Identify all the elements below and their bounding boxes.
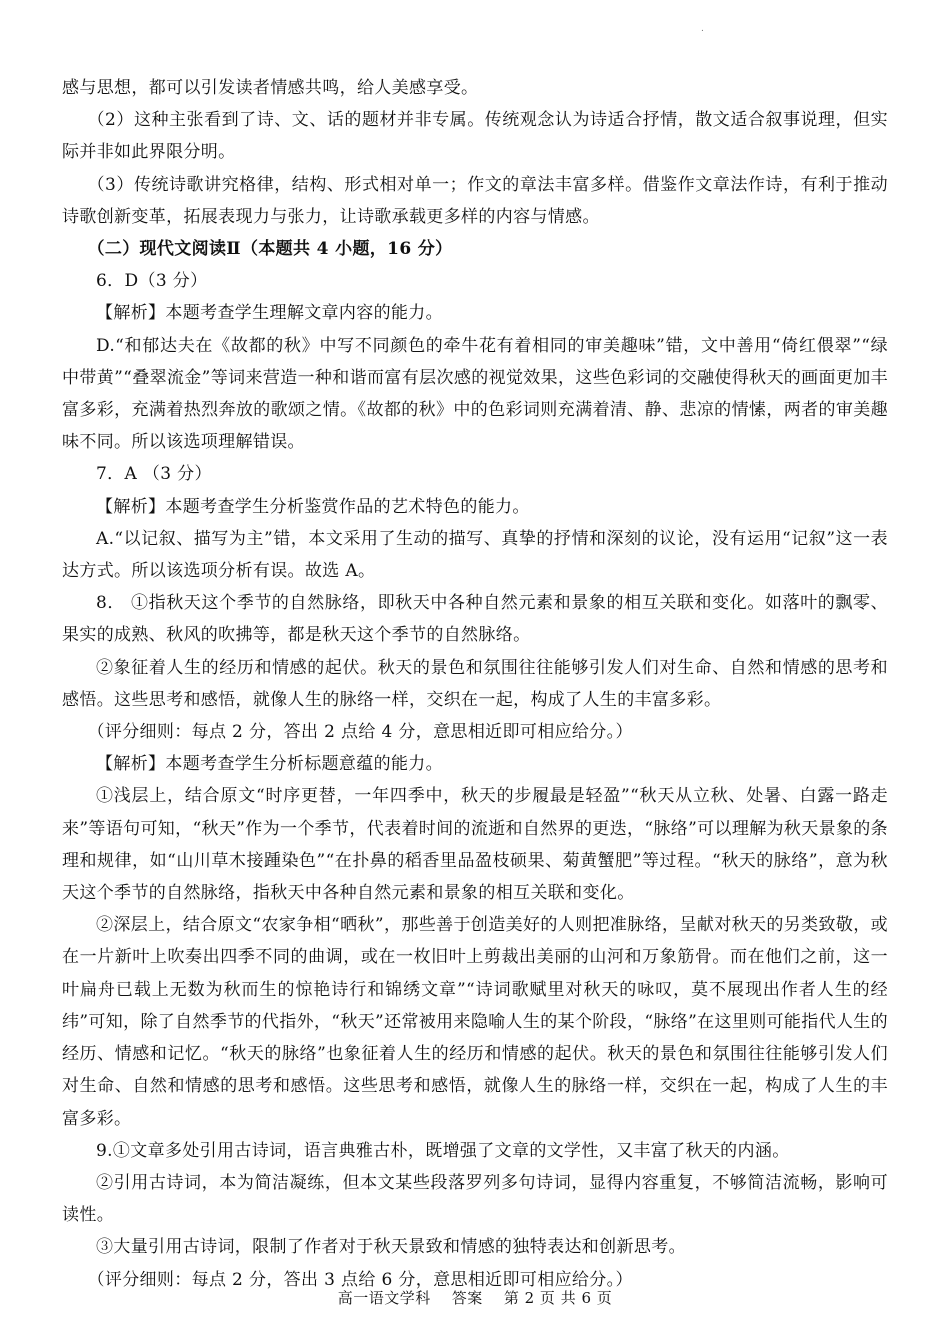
answer-9-point-2: ②引用古诗词，本为简洁凝练，但本文某些段落罗列多句诗词，显得内容重复，不够简洁流畅，影响可读性。 (62, 1172, 888, 1226)
answer-body (62, 72, 888, 1296)
scoring-rule-9: （评分细则：每点 2 分，答出 3 点给 6 分，意思相近即可相应给分。） (87, 1269, 633, 1290)
answer-9-point-3: ③大量引用古诗词，限制了作者对于秋天景致和情感的独特表达和创新思考。 (96, 1237, 686, 1258)
analysis-6-body: D.“和郁达夫在《故都的秋》中写不同颜色的牵牛花有着相同的审美趣味”错，文中善用“倚红偎翠”“绿中带黄”“叠翠流金”等词来营造一种和谐而富有层次感的视觉效果，这些色彩词的交融使得秋天的画面更加丰富多彩，充满着热烈奔放的歌颂之情。《故都的秋》中的色彩词则充满着清、静、悲凉的情愫，两者的审美趣味不同。所以该选项理解错误。 (62, 335, 888, 453)
analysis-8-shallow: ①浅层上，结合原文“时序更替，一年四季中，秋天的步履最是轻盈”“秋天从立秋、处暑、白露一路走来”等语句可知，“秋天”作为一个季节，代表着时间的流逝和自然界的更迭，“脉络”可以理解为秋天景象的条理和规律，如“山川草木接踵染色”“在扑鼻的稻香里品盈枝硕果、菊黄蟹肥”等过程。“秋天的脉络”，意为秋天这个季节的自然脉络，指秋天中各种自然元素和景象的相互关联和变化。 (62, 786, 888, 904)
scoring-rule-8: （评分细则：每点 2 分，答出 2 点给 4 分，意思相近即可相应给分。） (87, 722, 633, 743)
answer-7: 7．A （3 分） (96, 464, 212, 485)
page-footer: 高一语文学科 答案 第 2 页 共 6 页 (337, 1289, 613, 1307)
answer-6: 6．D（3 分） (96, 271, 208, 292)
analysis-7-intro: 【解析】本题考查学生分析鉴赏作品的艺术特色的能力。 (96, 496, 530, 517)
answer-8-point-2: ②象征着人生的经历和情感的起伏。秋天的景色和氛围往往能够引发人们对生命、自然和情感的思考和感悟。这些思考和感悟，就像人生的脉络一样，交织在一起，构成了人生的丰富多彩。 (62, 657, 888, 710)
section-heading-modern-reading-2: （二）现代文阅读Ⅱ（本题共 4 小题，16 分） (87, 239, 453, 260)
analysis-6-intro: 【解析】本题考查学生理解文章内容的能力。 (96, 303, 443, 324)
answer-8-point-1: 8． ①指秋天这个季节的自然脉络，即秋天中各种自然元素和景象的相互关联和变化。如落叶的飘零、果实的成熟、秋风的吹拂等，都是秋天这个季节的自然脉络。 (62, 593, 888, 646)
paragraph-answer-5-2: （2）这种主张看到了诗、文、话的题材并非专属。传统观念认为诗适合抒情，散文适合叙事说理，但实际并非如此界限分明。 (62, 110, 888, 163)
paragraph-continuation: 感与思想，都可以引发读者情感共鸣，给人美感享受。 (62, 78, 479, 98)
answer-9-point-1: 9.①文章多处引用古诗词，语言典雅古朴，既增强了文章的文学性，又丰富了秋天的内涵。 (96, 1140, 790, 1161)
analysis-8-deep: ②深层上，结合原文“农家争相“晒秋”，那些善于创造美好的人则把准脉络，呈献对秋天的另类致敬，或在一片新叶上吹奏出四季不同的曲调，或在一枚旧叶上剪裁出美丽的山河和万象筋骨。而在他们之前，这一叶扁舟已载上无数为秋而生的惊艳诗行和锦绣文章”“诗词歌赋里对秋天的咏叹，莫不展现出作者人生的经纬”可知，除了自然季节的代指外，“秋天”还常被用来隐喻人生的某个阶段，“脉络”在这里则可能指代人生的经历、情感和记忆。“秋天的脉络”也象征着人生的经历和情感的起伏。秋天的景色和氛围往往能够引发人们对生命、自然和情感的思考和感悟。这些思考和感悟，就像人生的脉络一样，交织在一起，构成了人生的丰富多彩。 (62, 915, 888, 1129)
paragraph-answer-5-3: （3）传统诗歌讲究格律，结构、形式相对单一；作文的章法丰富多样。借鉴作文章法作诗，有利于推动诗歌创新变革，拓展表现力与张力，让诗歌承载更多样的内容与情感。 (62, 174, 888, 227)
analysis-7-body: A.“以记叙、描写为主”错，本文采用了生动的描写、真挚的抒情和深刻的议论，没有运用“记叙”这一表达方式。所以该选项分析有误。故选 A。 (62, 528, 888, 582)
corner-mark: . (701, 24, 704, 34)
analysis-8-intro: 【解析】本题考查学生分析标题意蕴的能力。 (96, 754, 443, 775)
